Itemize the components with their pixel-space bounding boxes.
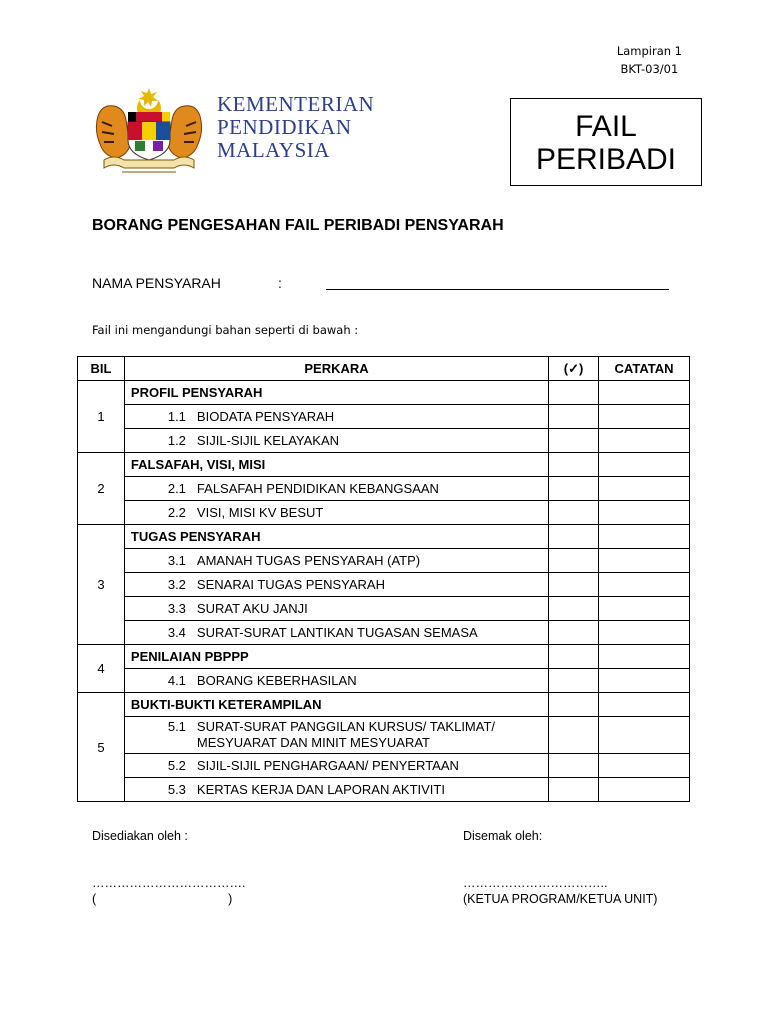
item-cell [124,597,548,621]
tick-cell[interactable] [549,429,599,453]
bil-cell: 4 [78,645,125,693]
group-heading: PROFIL PENSYARAH [124,381,548,405]
catatan-cell[interactable] [599,477,690,501]
item-number: 5.3 [167,782,186,797]
header-catatan: CATATAN [599,357,690,381]
group-heading: PENILAIAN PBPPP [124,645,548,669]
item-text: SENARAI TUGAS PENSYARAH [196,577,385,592]
table-row [78,645,690,669]
form-title: BORANG PENGESAHAN FAIL PERIBADI PENSYARAH [92,217,504,234]
table-row [78,717,690,754]
table-row [78,381,690,405]
table-row [78,693,690,717]
nama-pensyarah-field[interactable] [326,289,669,290]
catatan-cell[interactable] [599,501,690,525]
document-reference [617,42,682,78]
item-cell [124,754,548,778]
table-row [78,453,690,477]
item-number: 1.2 [167,433,186,448]
checked-signature-line[interactable]: …………………………….. [463,876,608,890]
checklist-table [77,356,690,802]
tick-cell[interactable] [549,645,599,669]
item-text: KERTAS KERJA DAN LAPORAN AKTIVITI [196,782,445,797]
ministry-line-3: MALAYSIA [217,138,330,162]
item-text: BORANG KEBERHASILAN [196,673,357,688]
table-row [78,477,690,501]
malaysia-coat-of-arms-icon [90,86,208,178]
tick-cell[interactable] [549,693,599,717]
header-tick: (✓) [549,357,599,381]
tick-cell[interactable] [549,778,599,802]
item-text: SIJIL-SIJIL KELAYAKAN [196,433,340,448]
tick-cell[interactable] [549,477,599,501]
tick-cell[interactable] [549,381,599,405]
item-cell [124,477,548,501]
item-cell [124,717,548,754]
item-cell [124,501,548,525]
table-row [78,754,690,778]
ministry-line-2: PENDIDIKAN [217,115,352,139]
item-number: 2.1 [167,481,186,496]
table-header-row [78,357,690,381]
tick-cell[interactable] [549,669,599,693]
catatan-cell[interactable] [599,453,690,477]
table-row [78,429,690,453]
table-row [78,778,690,802]
tick-cell[interactable] [549,549,599,573]
item-text: SURAT AKU JANJI [196,601,308,616]
tick-cell[interactable] [549,754,599,778]
fail-label: FAIL [575,110,637,143]
nama-colon: : [278,275,282,291]
prepared-signature-line[interactable]: ………………………………. [92,876,246,890]
prepared-by-label: Disediakan oleh : [92,829,188,843]
catatan-cell[interactable] [599,597,690,621]
item-number: 5.1 [167,719,186,734]
tick-cell[interactable] [549,501,599,525]
checked-by-label: Disemak oleh: [463,829,543,843]
tick-cell[interactable] [549,453,599,477]
group-heading: FALSAFAH, VISI, MISI [124,453,548,477]
item-cell [124,429,548,453]
table-row [78,405,690,429]
item-cell [124,669,548,693]
fail-peribadi-box [510,98,702,186]
catatan-cell[interactable] [599,778,690,802]
table-row [78,669,690,693]
catatan-cell[interactable] [599,405,690,429]
item-number: 3.1 [167,553,186,568]
bil-cell: 5 [78,693,125,802]
item-cell [124,778,548,802]
header-perkara: PERKARA [124,357,548,381]
item-number: 3.4 [167,625,186,640]
tick-cell[interactable] [549,597,599,621]
tick-cell[interactable] [549,525,599,549]
catatan-cell[interactable] [599,549,690,573]
table-row [78,597,690,621]
item-number: 5.2 [167,758,186,773]
checked-role-label: (KETUA PROGRAM/KETUA UNIT) [463,892,658,906]
item-text: SURAT-SURAT PANGGILAN KURSUS/ TAKLIMAT/ [196,719,496,734]
item-text: VISI, MISI KV BESUT [196,505,324,520]
tick-cell[interactable] [549,573,599,597]
catatan-cell[interactable] [599,381,690,405]
catatan-cell[interactable] [599,669,690,693]
item-text: SIJIL-SIJIL PENGHARGAAN/ PENYERTAAN [196,758,459,773]
item-number: 3.2 [167,577,186,592]
item-cell [124,405,548,429]
catatan-cell[interactable] [599,525,690,549]
lampiran-label: Lampiran 1 [616,44,682,58]
catatan-cell[interactable] [599,645,690,669]
group-heading: BUKTI-BUKTI KETERAMPILAN [124,693,548,717]
catatan-cell[interactable] [599,717,690,754]
prepared-name-parentheses[interactable]: ( ) [92,892,233,906]
item-text: BIODATA PENSYARAH [196,409,335,424]
item-number: 1.1 [167,409,186,424]
item-cell [124,621,548,645]
item-text: FALSAFAH PENDIDIKAN KEBANGSAAN [196,481,439,496]
item-cell [124,573,548,597]
bil-cell: 2 [78,453,125,525]
peribadi-label: PERIBADI [535,143,677,176]
table-row [78,573,690,597]
catatan-cell[interactable] [599,429,690,453]
ministry-line-1: KEMENTERIAN [217,92,375,116]
bil-cell: 1 [78,381,125,453]
bil-cell: 3 [78,525,125,645]
group-heading: TUGAS PENSYARAH [124,525,548,549]
table-row [78,549,690,573]
catatan-cell[interactable] [599,693,690,717]
table-row [78,621,690,645]
tick-cell[interactable] [549,717,599,754]
tick-cell[interactable] [549,621,599,645]
tick-cell[interactable] [549,405,599,429]
item-text-line-2: MESYUARAT DAN MINIT MESYUARAT [196,735,430,750]
form-code: BKT-03/01 [620,62,679,76]
item-number: 4.1 [167,673,186,688]
item-cell [124,549,548,573]
header-bil: BIL [78,357,125,381]
catatan-cell[interactable] [599,754,690,778]
catatan-cell[interactable] [599,573,690,597]
item-number: 3.3 [167,601,186,616]
item-text: AMANAH TUGAS PENSYARAH (ATP) [196,553,421,568]
item-text: SURAT-SURAT LANTIKAN TUGASAN SEMASA [196,625,478,640]
table-row [78,501,690,525]
item-number: 2.2 [167,505,186,520]
table-row [78,525,690,549]
ministry-name [217,93,374,162]
contents-note: Fail ini mengandungi bahan seperti di bawah : [92,323,359,337]
catatan-cell[interactable] [599,621,690,645]
nama-pensyarah-label: NAMA PENSYARAH [92,275,221,291]
